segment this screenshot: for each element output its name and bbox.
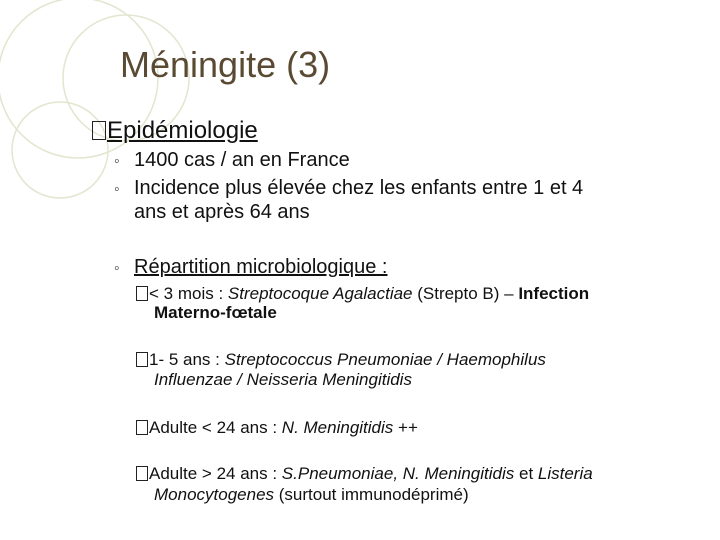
species-text: S.Pneumoniae, N. Meningitidis [281,464,515,483]
sub-item-adult-old-cont [154,485,469,505]
sub-item-neonate-cont: Materno-fœtale [154,303,277,322]
sub-item-adult-old [136,464,593,484]
paren-text: (Strepto B) – [412,284,519,303]
emphasis-text: Infection [518,284,590,303]
bullet-cases [114,149,350,172]
age-text: < 3 mois : [149,284,228,303]
bullet-text: Répartition microbiologique : [134,256,388,278]
note-text: (surtout immunodéprimé) [274,485,469,504]
sub-item-adult-young [136,418,418,438]
circle-bullet-icon: ◦ [114,153,120,170]
circle-bullet-icon: ◦ [114,181,120,198]
age-text: 1- 5 ans : [149,350,225,369]
slide-title: Méningite (3) [120,44,331,85]
species-text: Streptococcus Pneumoniae / Haemophilus [224,350,546,369]
bullet-text: 1400 cas / an en France [134,149,350,171]
missing-glyph-icon [136,286,148,301]
heading-text: Epidémiologie [107,117,258,144]
sub-item-child [136,350,546,370]
missing-glyph-icon [92,121,106,140]
species-text: Monocytogenes [154,485,275,504]
missing-glyph-icon [136,420,148,435]
sub-item-child-cont: Influenzae / Neisseria Meningitidis [154,370,412,389]
age-text: Adulte > 24 ans : [149,464,282,483]
species-text: Listeria [537,464,593,483]
species-text: N. Meningitidis [281,418,394,437]
sub-item-neonate [136,284,589,304]
bullet-repartition [114,256,387,279]
conjunction-text: et [514,464,538,483]
bullet-incidence [114,177,583,200]
bullet-text: Incidence plus élevée chez les enfants entre 1 et 4 [134,177,584,199]
age-text: Adulte < 24 ans : [149,418,282,437]
missing-glyph-icon [136,466,148,481]
missing-glyph-icon [136,352,148,367]
suffix-text: ++ [393,418,418,437]
species-text: Streptocoque Agalactiae [227,284,413,303]
bullet-incidence-cont: ans et après 64 ans [134,201,310,223]
heading-epidemiologie [92,117,258,145]
circle-bullet-icon: ◦ [114,260,120,277]
